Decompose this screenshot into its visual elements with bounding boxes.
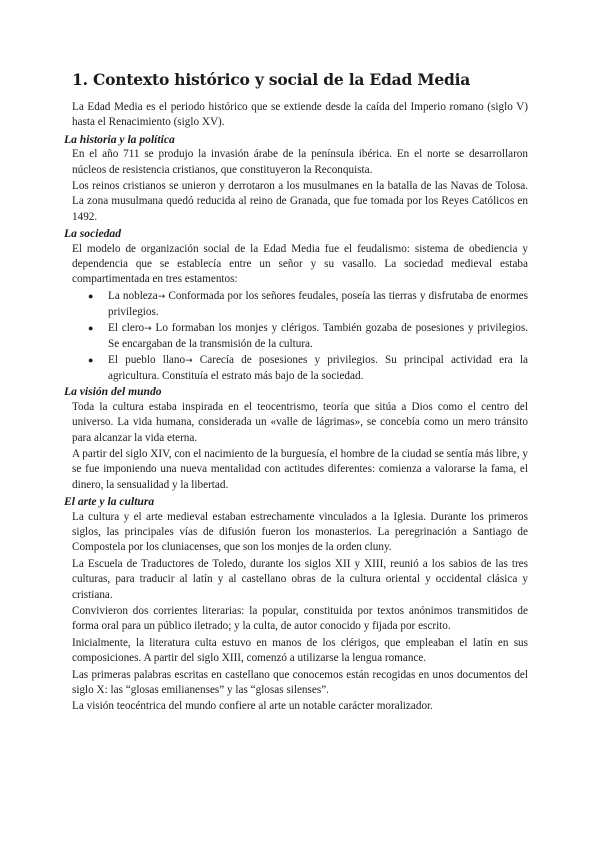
list-item-term: El clero	[108, 321, 145, 334]
paragraph: Convivieron dos corrientes literarias: la popular, constituida por textos anónimos transmitidos de forma oral para un público iletrado; y la culta, de autor conocido y fijada por escrito.	[72, 605, 528, 633]
page-title: 1. Contexto histórico y social de la Edad Media	[72, 70, 471, 89]
section-heading-vision: La visión del mundo	[64, 385, 162, 399]
paragraph: La cultura y el arte medieval estaban estrechamente vinculados a la Iglesia. Durante los primeros siglos, las principales vías de difusión fueron los monasterios. La peregrinación a Santiago de Compostela por los cluniacenses, que son los monjes de la orden cluny.	[72, 510, 528, 554]
list-item-text: Lo formaban los monjes y clérigos. También gozaba de posesiones y privilegios. Se encargaban de la transmisión de la cultura.	[108, 321, 528, 351]
intro-paragraph: La Edad Media es el periodo histórico que se extiende desde la caída del Imperio romano (siglo V) hasta el Renacimiento (siglo XV).	[72, 101, 528, 129]
paragraph: La Escuela de Traductores de Toledo, durante los siglos XII y XIII, reunió a los sabios de las tres culturas, para traducir al latín y al castellano obras de la cultura oriental y occidental clásica y cristiana.	[72, 557, 528, 601]
arrow-icon: →	[144, 323, 152, 334]
list-item-term: La nobleza	[108, 289, 158, 302]
paragraph: Toda la cultura estaba inspirada en el teocentrismo, teoría que sitúa a Dios como el centro del universo. La vida humana, considerada un «valle de lágrimas», se concebía como un mero tránsito para alcanzar la vida eterna.	[72, 400, 528, 444]
section-heading-historia: La historia y la política	[64, 132, 175, 146]
document-body	[64, 100, 529, 716]
bullet-icon: ●	[88, 322, 94, 333]
list-item-term: El pueblo llano	[108, 353, 186, 366]
list-item	[72, 321, 528, 353]
list-item-text: Carecía de posesiones y privilegios. Su principal actividad era la agricultura. Constituía el estrato más bajo de la sociedad.	[108, 353, 529, 382]
list-item-text: Conformada por los señores feudales, poseía las tierras y disfrutaba de enormes privilegios.	[108, 289, 528, 319]
paragraph: Inicialmente, la literatura culta estuvo en manos de los clérigos, que empleaban el latín en sus composiciones. A partir del siglo XIII, comenzó a utilizarse la lengua romance.	[72, 636, 528, 665]
paragraph: La visión teocéntrica del mundo confiere al arte un notable carácter moralizador.	[72, 700, 433, 713]
bullet-icon: ●	[88, 290, 94, 301]
section-heading-arte: El arte y la cultura	[64, 495, 155, 509]
paragraph: A partir del siglo XIV, con el nacimiento de la burguesía, el hombre de la ciudad se sentía más libre, y se fue imponiendo una nueva mentalidad con actitudes diferentes: comienza a valorarse la fama, el dinero, la sensualidad y la libertad.	[72, 447, 528, 491]
list-item	[72, 353, 528, 385]
section-heading-sociedad: La sociedad	[64, 227, 121, 241]
bullet-icon: ●	[88, 354, 94, 365]
estamentos-list	[72, 289, 528, 384]
paragraph: En el año 711 se produjo la invasión árabe de la península ibérica. En el norte se desarrollaron núcleos de resistencia cristianos, que constituyeron la Reconquista.	[72, 148, 528, 176]
paragraph: El modelo de organización social de la Edad Media fue el feudalismo: sistema de obediencia y dependencia que se establecía entre un señor y su vasallo. La sociedad medieval estaba compartimentada en tres estamentos:	[72, 242, 528, 286]
list-item	[72, 289, 528, 321]
arrow-icon: →	[185, 355, 193, 366]
arrow-icon: →	[157, 291, 166, 302]
paragraph: Las primeras palabras escritas en castellano que conocemos están recogidas en unos documentos del siglo X: las “glosas emilianenses” y las “glosas silenses”.	[72, 668, 528, 697]
paragraph: Los reinos cristianos se unieron y derrotaron a los musulmanes en la batalla de las Navas de Tolosa. La zona musulmana quedó reducida al reino de Granada, que fue tomada por los Reyes Católicos en 1492.	[72, 180, 528, 223]
